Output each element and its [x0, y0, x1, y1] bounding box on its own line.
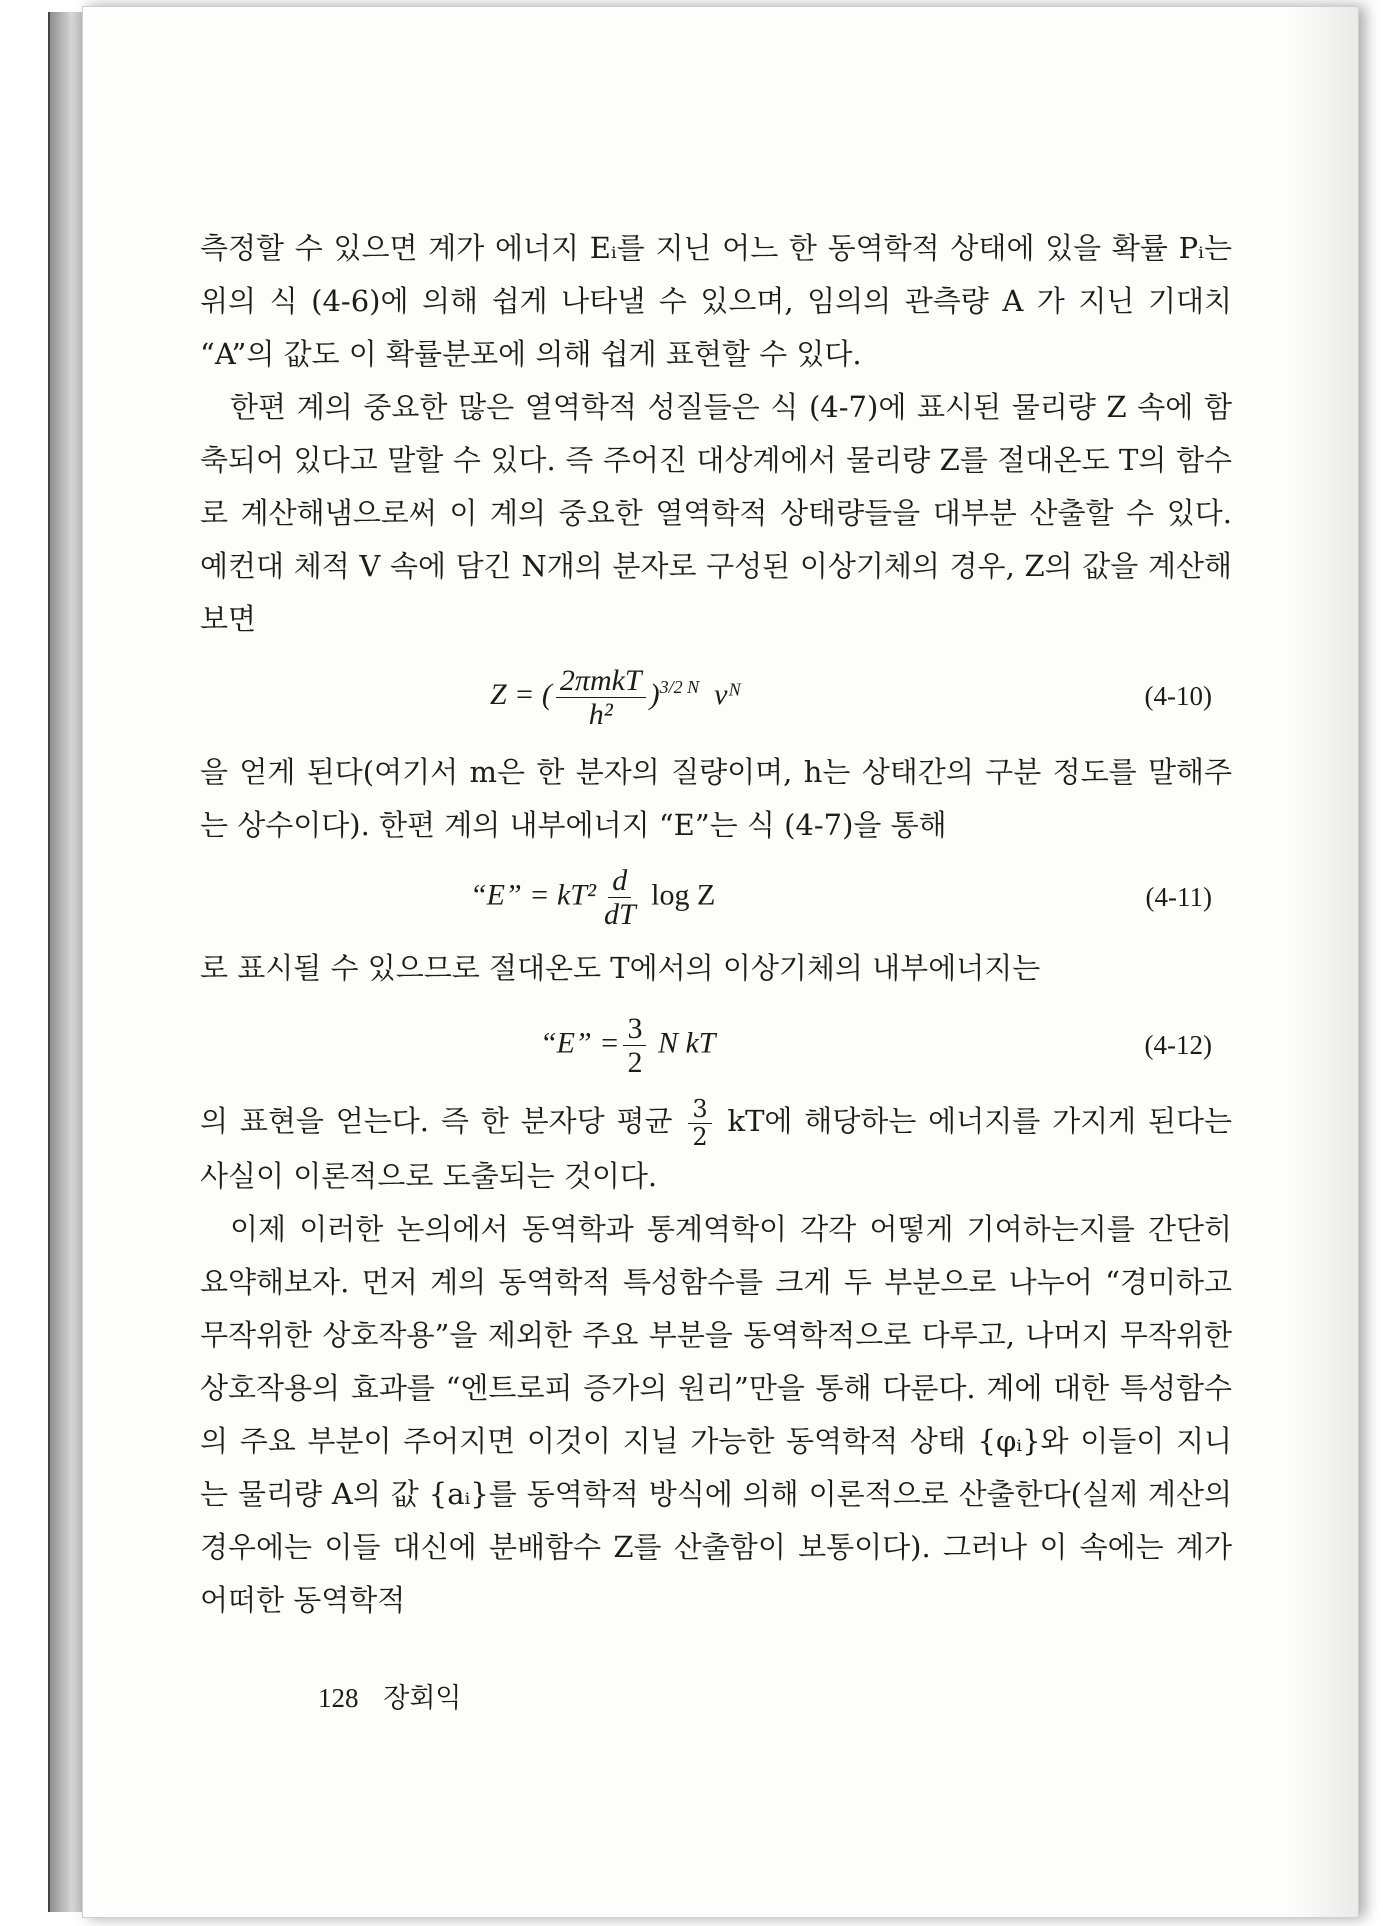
eq410-numerator: 2πmkT	[556, 664, 646, 698]
author-name: 장회익	[383, 1683, 462, 1713]
page-content	[200, 222, 1232, 1627]
page-footer	[318, 1676, 462, 1715]
eq412-numerator: 3	[623, 1012, 646, 1046]
inline-fraction-top: 3	[688, 1096, 711, 1123]
paragraph-6: 이제 이러한 논의에서 동역학과 통계역학이 각각 어떻게 기여하는지를 간단히 요약해보자. 먼저 계의 동역학적 특성함수를 크게 두 부분으로 나누어 “경미하고 무작위한 상호작용”을 제외한 주요 부분을 동역학적으로 다루고, 나머지 무작위한 상호작용의 효과를 “엔트로피 증가의 원리”만을 통해 다룬다. 계에 대한 특성함수의 주요 부분이 주어지면 이것이 지닐 가능한 동역학적 상태 {φᵢ}와 이들이 지니는 물리량 A의 값 {aᵢ}를 동역학적 방식에 의해 이론적으로 산출한다(실제 계산의 경우에는 이들 대신에 분배함수 Z를 산출함이 보통이다). 그러나 이 속에는 계가 어떠한 동역학적	[200, 1211, 1232, 1617]
eq410-tail: vᴺ	[714, 678, 742, 712]
eq410-denominator: h²	[588, 697, 613, 731]
eq412-denominator: 2	[627, 1045, 643, 1079]
eq411-fraction	[600, 864, 640, 931]
eq410-rparen: )	[649, 678, 660, 712]
page-number: 128	[318, 1683, 359, 1713]
equation-4-12-body	[540, 1012, 715, 1079]
paragraph-5-end: kT에 해당하는 에너지를 가지게 된다는 사실이 이론적으로 도출되는 것이다.	[200, 1104, 1233, 1193]
eq412-tail: N kT	[657, 1025, 716, 1059]
inline-fraction-bottom: 2	[692, 1122, 708, 1151]
inline-fraction	[688, 1096, 711, 1150]
eq410-lhs: Z = (	[490, 678, 552, 712]
eq411-numerator: d	[608, 864, 631, 898]
paragraph-3: 을 얻게 된다(여기서 m은 한 분자의 질량이며, h는 상태간의 구분 정도를 말해주는 상수이다). 한편 계의 내부에너지 “E”는 식 (4-7)을 통해	[200, 755, 1232, 842]
equation-4-11	[200, 852, 1232, 942]
equation-4-10	[200, 646, 1232, 746]
page-shadow	[1288, 7, 1358, 1917]
paragraph-4: 로 표시될 수 있으므로 절대온도 T에서의 이상기체의 내부에너지는	[200, 951, 1041, 985]
paragraph-2: 한편 계의 중요한 많은 열역학적 성질들은 식 (4-7)에 표시된 물리량 Z 속에 함축되어 있다고 말할 수 있다. 즉 주어진 대상계에서 물리량 Z를 절대온도 T의 함수로 계산해냄으로써 이 계의 중요한 열역학적 상태량들을 대부분 산출할 수 있다. 예컨대 체적 V 속에 담긴 N개의 분자로 구성된 이상기체의 경우, Z의 값을 계산해 보면	[200, 390, 1232, 636]
equation-number-4-12: (4-12)	[1144, 1029, 1212, 1060]
eq412-lhs: “E” =	[540, 1025, 620, 1059]
eq410-fraction	[556, 664, 646, 731]
equation-4-12	[200, 995, 1232, 1095]
eq410-exponent: 3/2 N	[659, 677, 700, 698]
eq412-fraction	[623, 1012, 646, 1079]
eq411-tail: log Z	[651, 877, 716, 911]
book-edge	[48, 12, 86, 1912]
paragraph-1: 측정할 수 있으면 계가 에너지 Eᵢ를 지닌 어느 한 동역학적 상태에 있을 확률 Pᵢ는 위의 식 (4-6)에 의해 쉽게 나타낼 수 있으며, 임의의 관측량 A 가 지닌 기대치 “A”의 값도 이 확률분포에 의해 쉽게 표현할 수 있다.	[200, 231, 1232, 371]
equation-4-11-body	[470, 864, 715, 931]
eq411-denominator: dT	[603, 897, 636, 931]
equation-4-10-body	[490, 661, 741, 731]
eq411-lhs: “E” = kT²	[470, 877, 596, 911]
paragraph-5-start: 의 표현을 얻는다. 즉 한 분자당 평균	[200, 1104, 673, 1138]
equation-number-4-11: (4-11)	[1145, 881, 1212, 912]
equation-number-4-10: (4-10)	[1144, 680, 1212, 711]
paragraph-5	[200, 1095, 1232, 1203]
